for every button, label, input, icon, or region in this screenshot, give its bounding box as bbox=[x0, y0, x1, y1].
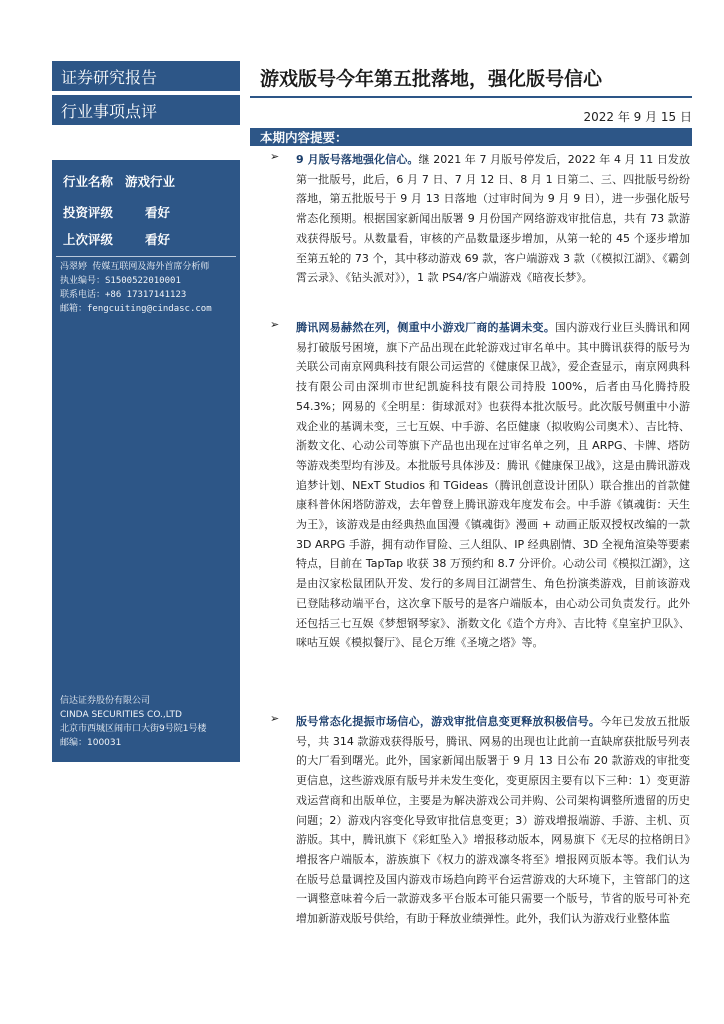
report-type-text: 证券研究报告 bbox=[61, 67, 158, 87]
bullet-paragraph bbox=[296, 318, 690, 653]
report-date: 2022 年 9 月 15 日 bbox=[583, 110, 692, 124]
rating-label: 投资评级 bbox=[63, 205, 114, 220]
industry-value: 游戏行业 bbox=[125, 174, 176, 189]
bullet-arrow-icon: ➢ bbox=[270, 150, 280, 163]
rating-row bbox=[63, 203, 171, 221]
bullet-heading: 版号常态化提振市场信心，游戏审批信息变更释放积极信号。 bbox=[296, 715, 601, 728]
bullet-arrow-icon: ➢ bbox=[270, 712, 280, 725]
company-name-en: CINDA SECURITIES CO.,LTD bbox=[60, 710, 182, 720]
bullet-normalization bbox=[270, 712, 690, 929]
bullet-heading: 腾讯网易赫然在列，侧重中小游戏厂商的基调未变。 bbox=[296, 321, 556, 334]
bullet-tencent-netease bbox=[270, 318, 690, 653]
analyst-phone: 联系电话：+86 17317141123 bbox=[60, 290, 187, 300]
industry-row bbox=[63, 172, 176, 190]
summary-header bbox=[250, 128, 692, 146]
rating-value: 看好 bbox=[145, 205, 171, 220]
report-subtype-label bbox=[52, 95, 240, 125]
bullet-paragraph bbox=[296, 150, 690, 288]
bullet-arrow-icon: ➢ bbox=[270, 318, 280, 331]
prev-rating-value: 看好 bbox=[145, 232, 171, 247]
company-name-cn: 信达证券股份有限公司 bbox=[60, 696, 151, 706]
bullet-text: 今年已发放五批版号，共 314 款游戏获得版号，腾讯、网易的出现也让此前一直缺席获批版号列表的大厂看到曙光。此外，国家新闻出版署于 9 月 13 日公布 20 款游戏的审批变更信息，这些游戏原有版号并未发生变化，变更原因主要有以下三种：1）变更游戏运营商和出版单位，主要是为解决游戏公司并购、公司架构调整所遗留的历史问题；2）游戏内容变化导致审批信息变更；3）游戏增报端游、手游、主机、页游版。其中，腾讯旗下《彩虹坠入》增报移动版本，网易旗下《无尽的拉格朗日》增报客户端版本，游族旗下《权力的游戏凛冬将至》增报网页版本等。我们认为在版号总量调控及国内游戏市场趋向跨平台运营游戏的大环境下，主管部门的这一调整意味着今后一款游戏多平台版本可能只需要一个版号，节省的版号可补充增加新游戏版号供给，有助于释放业绩弹性。此外，我们认为游戏行业整体监 bbox=[296, 715, 691, 926]
summary-label: 本期内容提要： bbox=[260, 130, 348, 145]
title-divider bbox=[250, 96, 692, 98]
company-postcode: 邮编：100031 bbox=[60, 738, 122, 748]
bullet-version-confidence bbox=[270, 150, 690, 288]
analyst-license: 执业编号：S1500522010001 bbox=[60, 276, 181, 286]
prev-rating-row bbox=[63, 230, 171, 248]
analyst-email: 邮箱：fengcuiting@cindasc.com bbox=[60, 304, 212, 314]
bullet-text: 国内游戏行业巨头腾讯和网易打破版号困境，旗下产品出现在此轮游戏过审名单中。其中腾讯获得的版号为关联公司南京网典科技有限公司运营的《健康保卫战》，爱企查显示，南京网典科技有限公司由深圳市世纪凯旋科技有限公司持股 100%，后者由马化腾持股 54.3%；网易的《全明星：街球派对》也获得本批次版号。此次版号侧重中小游戏企业的基调未变，三七互娱、中手游、名臣健康（拟收购公司奥术）、吉比特、浙数文化、心动公司等旗下产品也出现在过审名单之列，且 ARPG、卡牌、塔防等游戏类型均有涉及。本批版号具体涉及：腾讯《健康保卫战》，这是由腾讯游戏追梦计划、NExT Studios 和 TGideas（腾讯创意设计团队）联合推出的首款健康科普休闲塔防游戏，去年曾登上腾讯游戏年度发布会。中手游《镇魂街：天生为王》，该游戏是由经典热血国漫《镇魂街》漫画 + 动画正版双授权改编的一款 3D ARPG 手游，拥有动作冒险、三人组队、IP 经典剧情、3D 全视角渲染等要素特点，目前在 TapTap 收获 38 万预约和 8.7 分评价。心动公司《模拟江湖》，这是由汉家松鼠团队开发、发行的多周目江湖营生、角色扮演类游戏，目前该游戏已登陆移动端平台，这次拿下版号的是客户端版本，由心动公司负责发行。此外还包括三七互娱《梦想钢琴家》、浙数文化《造个方舟》、吉比特《皇室护卫队》、咪咕互娱《模拟餐厅》、昆仑万维《圣境之塔》等。 bbox=[296, 321, 691, 650]
bullet-text: 继 2021 年 7 月版号停发后，2022 年 4 月 11 日发放第一批版号，此后，6 月 7 日、7 月 12 日、8 月 1 日第二、三、四批版号纷纷落地，第五批版号于 9 月 13 日落地（过审时间为 9 月 9 日），进一步强化版号常态化预期。根据国家新闻出版署 9 月份国产网络游戏审批信息，共有 73 款游戏获得版号。从数量看，审核的产品数量逐步增加，从第一轮的 45 个逐步增加至第五轮的 73 个，其中移动游戏 69 款，客户端游戏 3 款（《模拟江湖》、《霸剑霄云录》、《钻头派对》），1 款 PS4/客户端游戏《暗夜长梦》。 bbox=[296, 153, 691, 285]
report-subtype-text: 行业事项点评 bbox=[61, 101, 158, 121]
analyst-name: 冯翠婷 传媒互联网及海外首席分析师 bbox=[60, 262, 210, 272]
bullet-paragraph bbox=[296, 712, 690, 929]
industry-label: 行业名称 bbox=[63, 174, 114, 189]
company-address: 北京市西城区闹市口大街9号院1号楼 bbox=[60, 724, 207, 734]
sidebar-divider bbox=[56, 256, 236, 257]
report-title: 游戏版号今年第五批落地，强化版号信心 bbox=[260, 68, 603, 90]
prev-rating-label: 上次评级 bbox=[63, 232, 114, 247]
bullet-heading: 9 月版号落地强化信心。 bbox=[296, 153, 419, 166]
sidebar bbox=[52, 160, 240, 762]
report-type-label bbox=[52, 61, 240, 91]
